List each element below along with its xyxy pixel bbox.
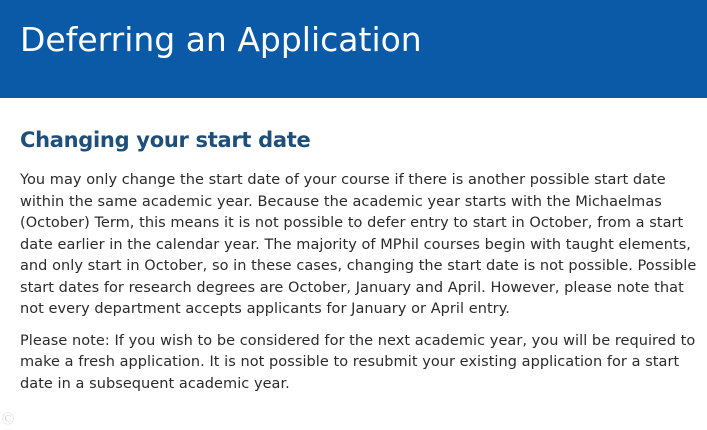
paragraph-start-date-rules: You may only change the start date of your course if there is another possible start date within the same academic year. Because the academic year starts with the Michaelmas (October) Term, this means it is not possible to defer entry to start in October, from a start date earlier in the calendar year. The majority of MPhil courses begin with taught elements, and only start in October, so in these cases, changing the start date is not possible. Possible start dates for research degrees are October, January and April. However, please note that not every department accepts applicants for January or April entry.: [20, 172, 697, 317]
page-title: Deferring an Application: [20, 20, 422, 59]
page-banner: [0, 0, 707, 98]
section-heading: Changing your start date: [20, 128, 311, 152]
paragraph-please-note: Please note: If you wish to be considered for the next academic year, you will be required to make a fresh application. It is not possible to resubmit your existing application for a start date in a subsequent academic year.: [20, 332, 696, 392]
watermark-logo: Ⓒ: [2, 412, 15, 426]
main-content: [20, 124, 700, 405]
